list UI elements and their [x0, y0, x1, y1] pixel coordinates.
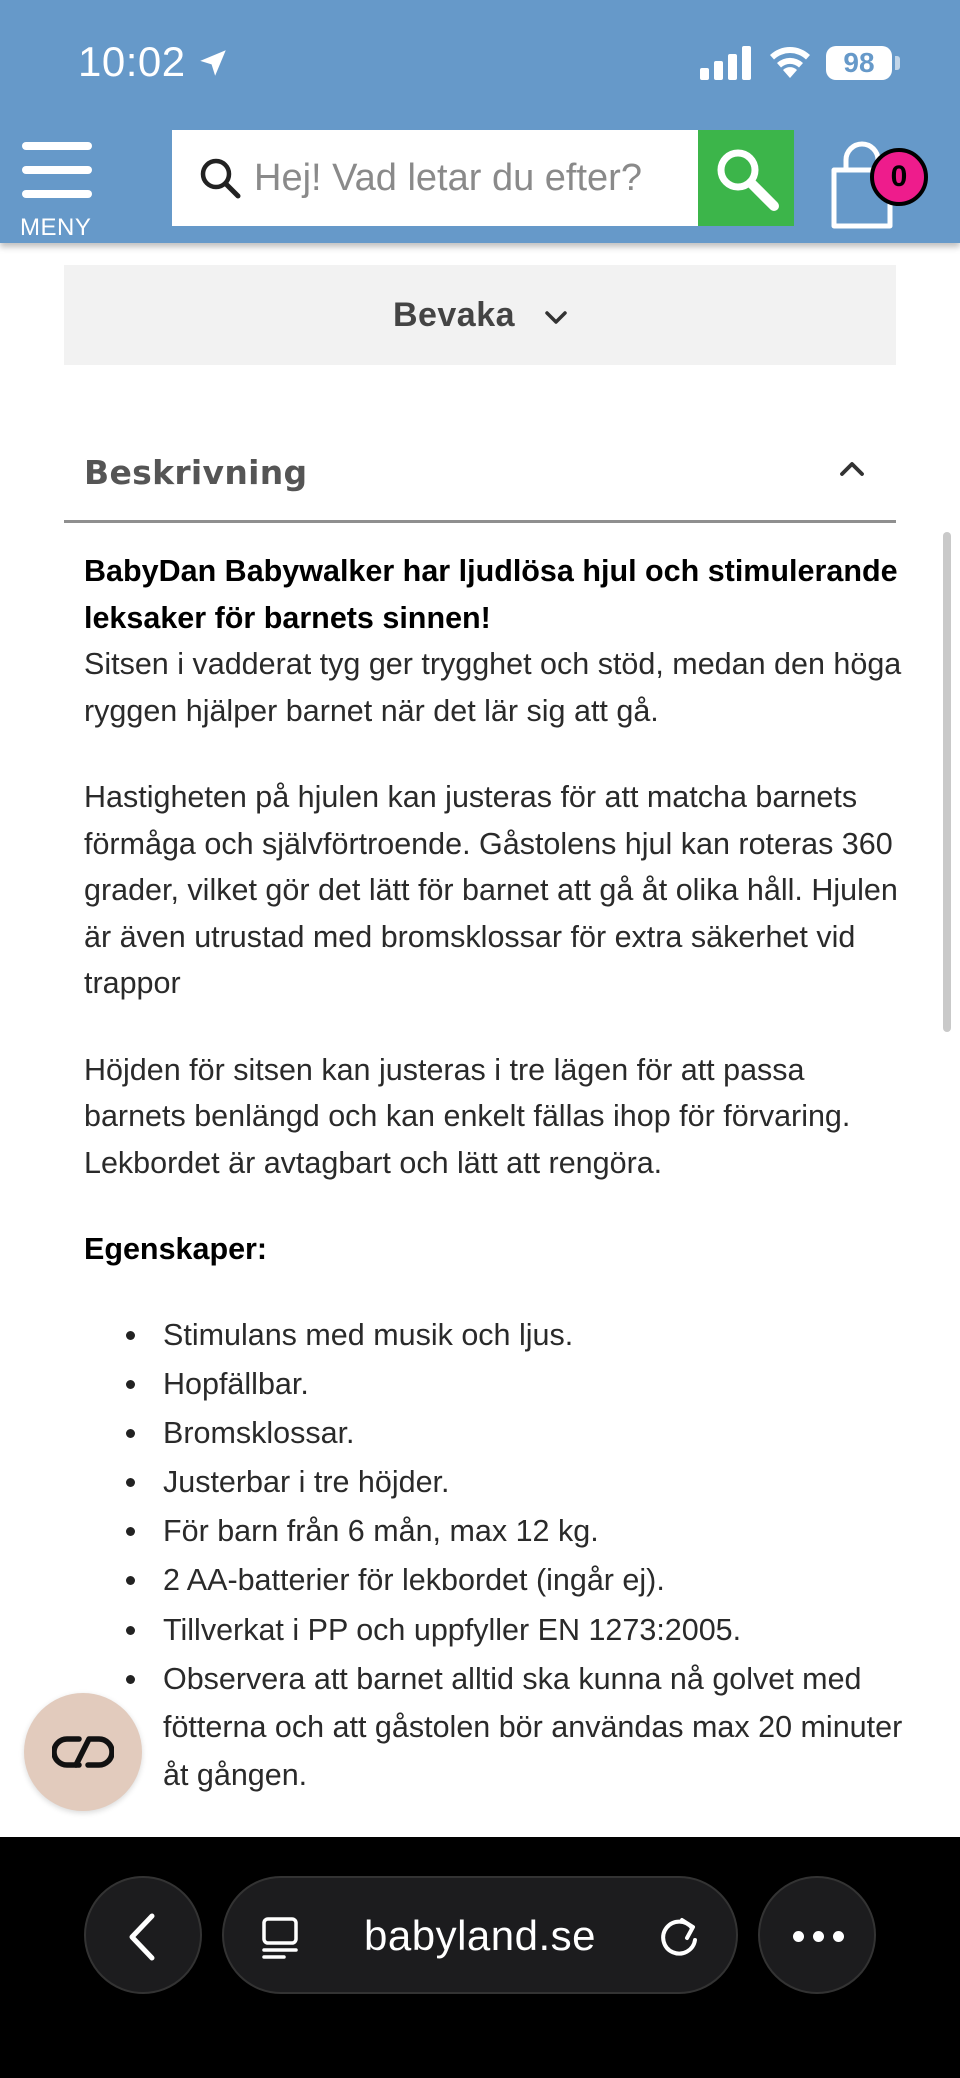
- site-header: [0, 0, 960, 243]
- features-list: [84, 1311, 904, 1799]
- description-body: [84, 548, 904, 1800]
- reload-icon[interactable]: [656, 1914, 702, 1960]
- menu-button[interactable]: [20, 140, 96, 240]
- menu-bar-icon: [22, 190, 92, 198]
- feature-item: 2 AA-batterier för lekbordet (ingår ej).: [84, 1556, 904, 1604]
- menu-label: MENY: [20, 214, 92, 241]
- menu-bar-icon: [22, 166, 92, 174]
- browser-toolbar: [0, 1837, 960, 2078]
- chat-button[interactable]: [24, 1693, 142, 1811]
- tabs-icon: [260, 1916, 300, 1960]
- feature-item: Observera att barnet alltid ska kunna nå golvet med fötterna och att gåstolen bör användas max 20 minuter åt gången.: [84, 1655, 904, 1799]
- back-button[interactable]: [84, 1876, 202, 1994]
- description-lead: BabyDan Babywalker har ljudlösa hjul och stimulerande leksaker för barnets sinnen!: [84, 554, 898, 635]
- description-paragraph: Höjden för sitsen kan justeras i tre lägen för att passa barnets benlängd och kan enkelt fällas ihop för förvaring. Lekbordet är avtagbart och lätt att rengöra.: [84, 1052, 851, 1180]
- battery-icon: 98: [826, 46, 892, 80]
- description-paragraph: Hastigheten på hjulen kan justeras för att matcha barnets förmåga och självförtroende. Gåstolens hjul kan roteras 360 grader, vilket gör det lätt för barnet att gå åt olika håll. Hjulen är även utrustad med bromsklossar för extra säkerhet vid trappor: [84, 780, 898, 1000]
- search-button[interactable]: [698, 130, 794, 226]
- search-icon: [198, 156, 242, 200]
- address-bar[interactable]: [222, 1876, 738, 1994]
- feature-item: För barn från 6 mån, max 12 kg.: [84, 1507, 904, 1555]
- feature-item: Bromsklossar.: [84, 1409, 904, 1457]
- chevron-up-icon: [839, 461, 865, 477]
- more-dot-icon: [793, 1931, 804, 1942]
- search-input[interactable]: [254, 152, 654, 204]
- page-scrollbar[interactable]: [943, 532, 951, 1032]
- chat-icon: [52, 1731, 114, 1773]
- watch-button[interactable]: [64, 265, 896, 365]
- description-title: Beskrivning: [84, 453, 308, 492]
- feature-item: Tillverkat i PP och uppfyller EN 1273:2005.: [84, 1606, 904, 1654]
- url-text: babyland.se: [364, 1912, 597, 1959]
- battery-tip: [895, 56, 900, 70]
- search-icon: [712, 144, 780, 212]
- menu-bar-icon: [22, 142, 92, 150]
- more-dot-icon: [813, 1931, 824, 1942]
- signal-icon: [700, 46, 754, 80]
- more-dot-icon: [833, 1931, 844, 1942]
- chevron-down-icon: [545, 311, 567, 325]
- features-heading: Egenskaper:: [84, 1232, 268, 1266]
- status-time: 10:02: [78, 38, 186, 85]
- feature-item: Stimulans med musik och ljus.: [84, 1311, 904, 1359]
- description-paragraph: Sitsen i vadderat tyg ger trygghet och stöd, medan den höga ryggen hjälper barnet när det lär sig att gå.: [84, 647, 902, 728]
- feature-item: Hopfällbar.: [84, 1360, 904, 1408]
- feature-item: Justerbar i tre höjder.: [84, 1458, 904, 1506]
- description-accordion-header[interactable]: [64, 425, 896, 523]
- wifi-icon: [768, 44, 812, 80]
- chevron-left-icon: [124, 1912, 164, 1962]
- more-options-button[interactable]: [758, 1876, 876, 1994]
- search-box[interactable]: [172, 130, 698, 226]
- watch-label: Bevaka: [392, 295, 516, 334]
- location-arrow-icon: [196, 46, 230, 80]
- cart-count-badge[interactable]: 0: [870, 148, 928, 206]
